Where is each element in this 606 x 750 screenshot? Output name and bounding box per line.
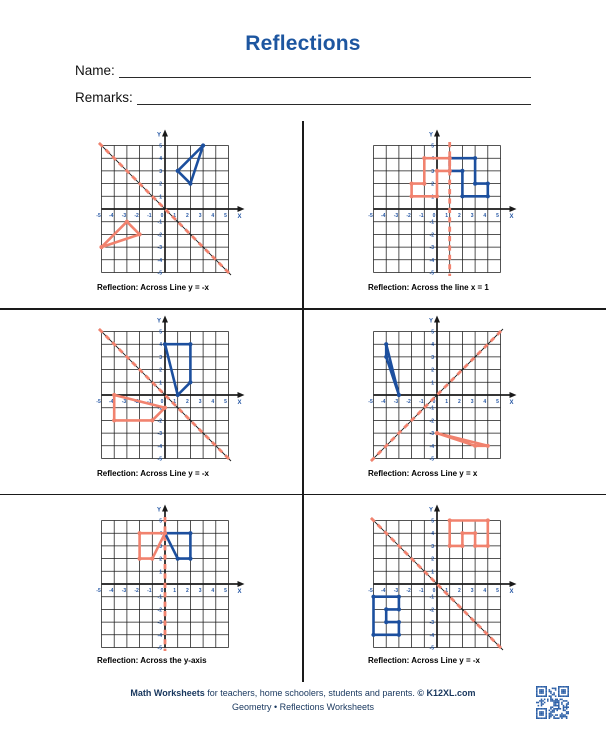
y-axis-label: Y (428, 318, 433, 325)
svg-text:-3: -3 (121, 588, 127, 594)
svg-text:-2: -2 (134, 399, 139, 405)
svg-text:4: 4 (159, 342, 162, 349)
svg-text:5: 5 (159, 329, 162, 336)
svg-text:-2: -2 (157, 232, 162, 239)
x-axis-label: X (509, 400, 514, 406)
svg-text:2: 2 (458, 399, 461, 405)
svg-text:3: 3 (198, 588, 202, 594)
svg-text:-1: -1 (147, 213, 152, 219)
svg-text:-4: -4 (380, 588, 386, 594)
coordinate-grid-panel-4 (359, 307, 525, 471)
svg-text:3: 3 (198, 399, 202, 405)
svg-text:-2: -2 (157, 607, 162, 614)
svg-text:-3: -3 (157, 245, 162, 252)
svg-text:-1: -1 (419, 399, 424, 405)
y-axis-label: Y (156, 318, 161, 325)
panel-caption-5: Reflection: Across the y-axis (97, 656, 207, 665)
svg-text:3: 3 (159, 354, 162, 361)
svg-text:1: 1 (173, 588, 177, 594)
footer-line-2: Geometry • Reflections Worksheets (231, 701, 375, 712)
svg-text:-3: -3 (157, 431, 162, 438)
svg-text:-3: -3 (429, 620, 434, 627)
svg-text:3: 3 (198, 213, 202, 219)
coordinate-grid-panel-1 (87, 121, 253, 285)
svg-text:1: 1 (445, 399, 449, 405)
svg-text:1: 1 (173, 213, 177, 219)
grid-svg (87, 307, 253, 471)
footer (0, 687, 606, 714)
svg-text:5: 5 (431, 329, 434, 336)
svg-text:3: 3 (159, 168, 162, 175)
svg-text:2: 2 (431, 181, 434, 188)
svg-text:-3: -3 (121, 213, 127, 219)
svg-text:-1: -1 (429, 405, 434, 412)
svg-text:-1: -1 (157, 405, 162, 412)
svg-text:-2: -2 (406, 588, 411, 594)
x-axis-label: X (237, 214, 242, 220)
remarks-blank-line (137, 89, 531, 105)
svg-text:0: 0 (432, 588, 436, 594)
svg-text:0: 0 (432, 213, 436, 219)
svg-text:-5: -5 (429, 456, 434, 463)
svg-text:-5: -5 (429, 645, 434, 652)
svg-text:-2: -2 (134, 588, 139, 594)
footer-line-1 (0, 687, 606, 701)
svg-text:-1: -1 (419, 213, 424, 219)
svg-text:-2: -2 (429, 607, 434, 614)
svg-text:-1: -1 (429, 594, 434, 601)
svg-text:-3: -3 (429, 245, 434, 252)
name-label: Name: (75, 63, 115, 78)
panel-caption-1: Reflection: Across Line y = -x (97, 283, 209, 292)
svg-text:2: 2 (186, 399, 189, 405)
y-axis-label: Y (156, 507, 161, 514)
panel-caption-6: Reflection: Across Line y = -x (368, 656, 480, 665)
grid-svg (359, 121, 525, 285)
svg-text:4: 4 (431, 531, 434, 538)
svg-text:4: 4 (159, 156, 162, 163)
svg-text:-5: -5 (157, 456, 162, 463)
svg-text:5: 5 (159, 143, 162, 150)
svg-text:3: 3 (431, 354, 434, 361)
svg-text:-1: -1 (429, 219, 434, 226)
x-axis-label: X (509, 589, 514, 595)
svg-text:4: 4 (431, 156, 434, 163)
svg-text:1: 1 (159, 380, 162, 387)
svg-text:2: 2 (159, 181, 162, 188)
svg-text:-2: -2 (429, 418, 434, 425)
svg-text:2: 2 (458, 213, 461, 219)
x-axis-label: X (509, 214, 514, 220)
coordinate-grid-panel-2 (359, 121, 525, 285)
svg-text:1: 1 (159, 194, 162, 201)
svg-text:-3: -3 (393, 588, 399, 594)
svg-text:-4: -4 (157, 632, 162, 639)
svg-text:0: 0 (160, 213, 164, 219)
svg-text:5: 5 (496, 399, 499, 405)
panel-caption-3: Reflection: Across Line y = -x (97, 469, 209, 478)
svg-text:5: 5 (224, 213, 227, 219)
remarks-label: Remarks: (75, 90, 133, 105)
svg-text:-3: -3 (429, 431, 434, 438)
svg-text:-2: -2 (406, 213, 411, 219)
svg-text:2: 2 (186, 588, 189, 594)
svg-text:2: 2 (186, 213, 189, 219)
y-axis-label: Y (428, 507, 433, 514)
page-title: Reflections (245, 32, 361, 55)
svg-text:-4: -4 (429, 632, 434, 639)
svg-text:5: 5 (496, 213, 499, 219)
svg-text:4: 4 (159, 531, 162, 538)
svg-text:-4: -4 (108, 213, 114, 219)
grid-svg (359, 307, 525, 471)
svg-text:1: 1 (159, 569, 162, 576)
svg-text:-5: -5 (429, 270, 434, 277)
svg-text:5: 5 (431, 518, 434, 525)
svg-text:2: 2 (159, 556, 162, 563)
svg-text:5: 5 (431, 143, 434, 150)
svg-text:1: 1 (431, 569, 434, 576)
footer-brand: Math Worksheets (130, 688, 205, 698)
svg-text:-5: -5 (96, 213, 101, 219)
svg-text:-4: -4 (380, 399, 386, 405)
svg-text:-1: -1 (157, 594, 162, 601)
svg-text:-5: -5 (368, 588, 373, 594)
svg-text:-1: -1 (147, 399, 152, 405)
svg-text:-5: -5 (368, 399, 373, 405)
svg-text:4: 4 (483, 213, 487, 219)
svg-text:-5: -5 (157, 645, 162, 652)
blue-shape (450, 158, 488, 196)
svg-text:4: 4 (211, 588, 215, 594)
svg-text:3: 3 (470, 588, 474, 594)
qr-code (536, 686, 569, 719)
svg-text:0: 0 (432, 399, 436, 405)
svg-text:5: 5 (224, 399, 227, 405)
grid-svg (359, 496, 525, 660)
svg-text:-4: -4 (108, 399, 114, 405)
horizontal-divider-2 (0, 494, 606, 496)
vertical-divider (302, 121, 304, 682)
svg-text:-2: -2 (134, 213, 139, 219)
svg-text:2: 2 (431, 556, 434, 563)
coordinate-grid-panel-3 (87, 307, 253, 471)
remarks-field-row (75, 89, 531, 105)
coordinate-grid-panel-6 (359, 496, 525, 660)
panel-caption-2: Reflection: Across the line x = 1 (368, 283, 489, 292)
grid-svg (87, 121, 253, 285)
svg-text:2: 2 (159, 367, 162, 374)
footer-tagline: for teachers, home schoolers, students and parents. (204, 688, 418, 698)
svg-text:-2: -2 (406, 399, 411, 405)
svg-text:0: 0 (160, 399, 164, 405)
svg-text:4: 4 (211, 213, 215, 219)
svg-text:4: 4 (431, 342, 434, 349)
svg-text:4: 4 (483, 588, 487, 594)
svg-text:-3: -3 (157, 620, 162, 627)
svg-text:-4: -4 (108, 588, 114, 594)
svg-text:0: 0 (160, 588, 164, 594)
y-axis-label: Y (428, 132, 433, 139)
svg-text:5: 5 (224, 588, 227, 594)
svg-text:-5: -5 (96, 399, 101, 405)
panel-caption-4: Reflection: Across Line y = x (368, 469, 478, 478)
svg-text:3: 3 (159, 543, 162, 550)
svg-text:-2: -2 (429, 232, 434, 239)
svg-text:2: 2 (431, 367, 434, 374)
y-axis-label: Y (156, 132, 161, 139)
svg-text:3: 3 (470, 213, 474, 219)
svg-text:-4: -4 (380, 213, 386, 219)
svg-text:-5: -5 (368, 213, 373, 219)
svg-text:-1: -1 (147, 588, 152, 594)
svg-text:-4: -4 (157, 257, 162, 264)
svg-text:4: 4 (483, 399, 487, 405)
grid-svg (87, 496, 253, 660)
name-blank-line (119, 62, 531, 78)
svg-text:3: 3 (470, 399, 474, 405)
x-axis-label: X (237, 589, 242, 595)
svg-text:1: 1 (445, 588, 449, 594)
salmon-shape (412, 158, 450, 196)
svg-text:5: 5 (159, 518, 162, 525)
svg-text:1: 1 (173, 399, 177, 405)
svg-text:4: 4 (211, 399, 215, 405)
svg-text:1: 1 (445, 213, 449, 219)
svg-text:-5: -5 (157, 270, 162, 277)
svg-text:-2: -2 (157, 418, 162, 425)
svg-text:-1: -1 (157, 219, 162, 226)
footer-copyright: © K12XL.com (417, 688, 476, 698)
svg-text:3: 3 (431, 168, 434, 175)
name-field-row (75, 62, 531, 78)
svg-text:-4: -4 (429, 443, 434, 450)
svg-text:1: 1 (431, 194, 434, 201)
svg-text:-5: -5 (96, 588, 101, 594)
svg-text:2: 2 (458, 588, 461, 594)
x-axis-label: X (237, 400, 242, 406)
svg-text:5: 5 (496, 588, 499, 594)
svg-text:-3: -3 (121, 399, 127, 405)
svg-text:1: 1 (431, 380, 434, 387)
svg-text:-4: -4 (157, 443, 162, 450)
svg-text:-3: -3 (393, 399, 399, 405)
svg-text:3: 3 (431, 543, 434, 550)
svg-text:-3: -3 (393, 213, 399, 219)
svg-text:-4: -4 (429, 257, 434, 264)
coordinate-grid-panel-5 (87, 496, 253, 660)
svg-text:-1: -1 (419, 588, 424, 594)
